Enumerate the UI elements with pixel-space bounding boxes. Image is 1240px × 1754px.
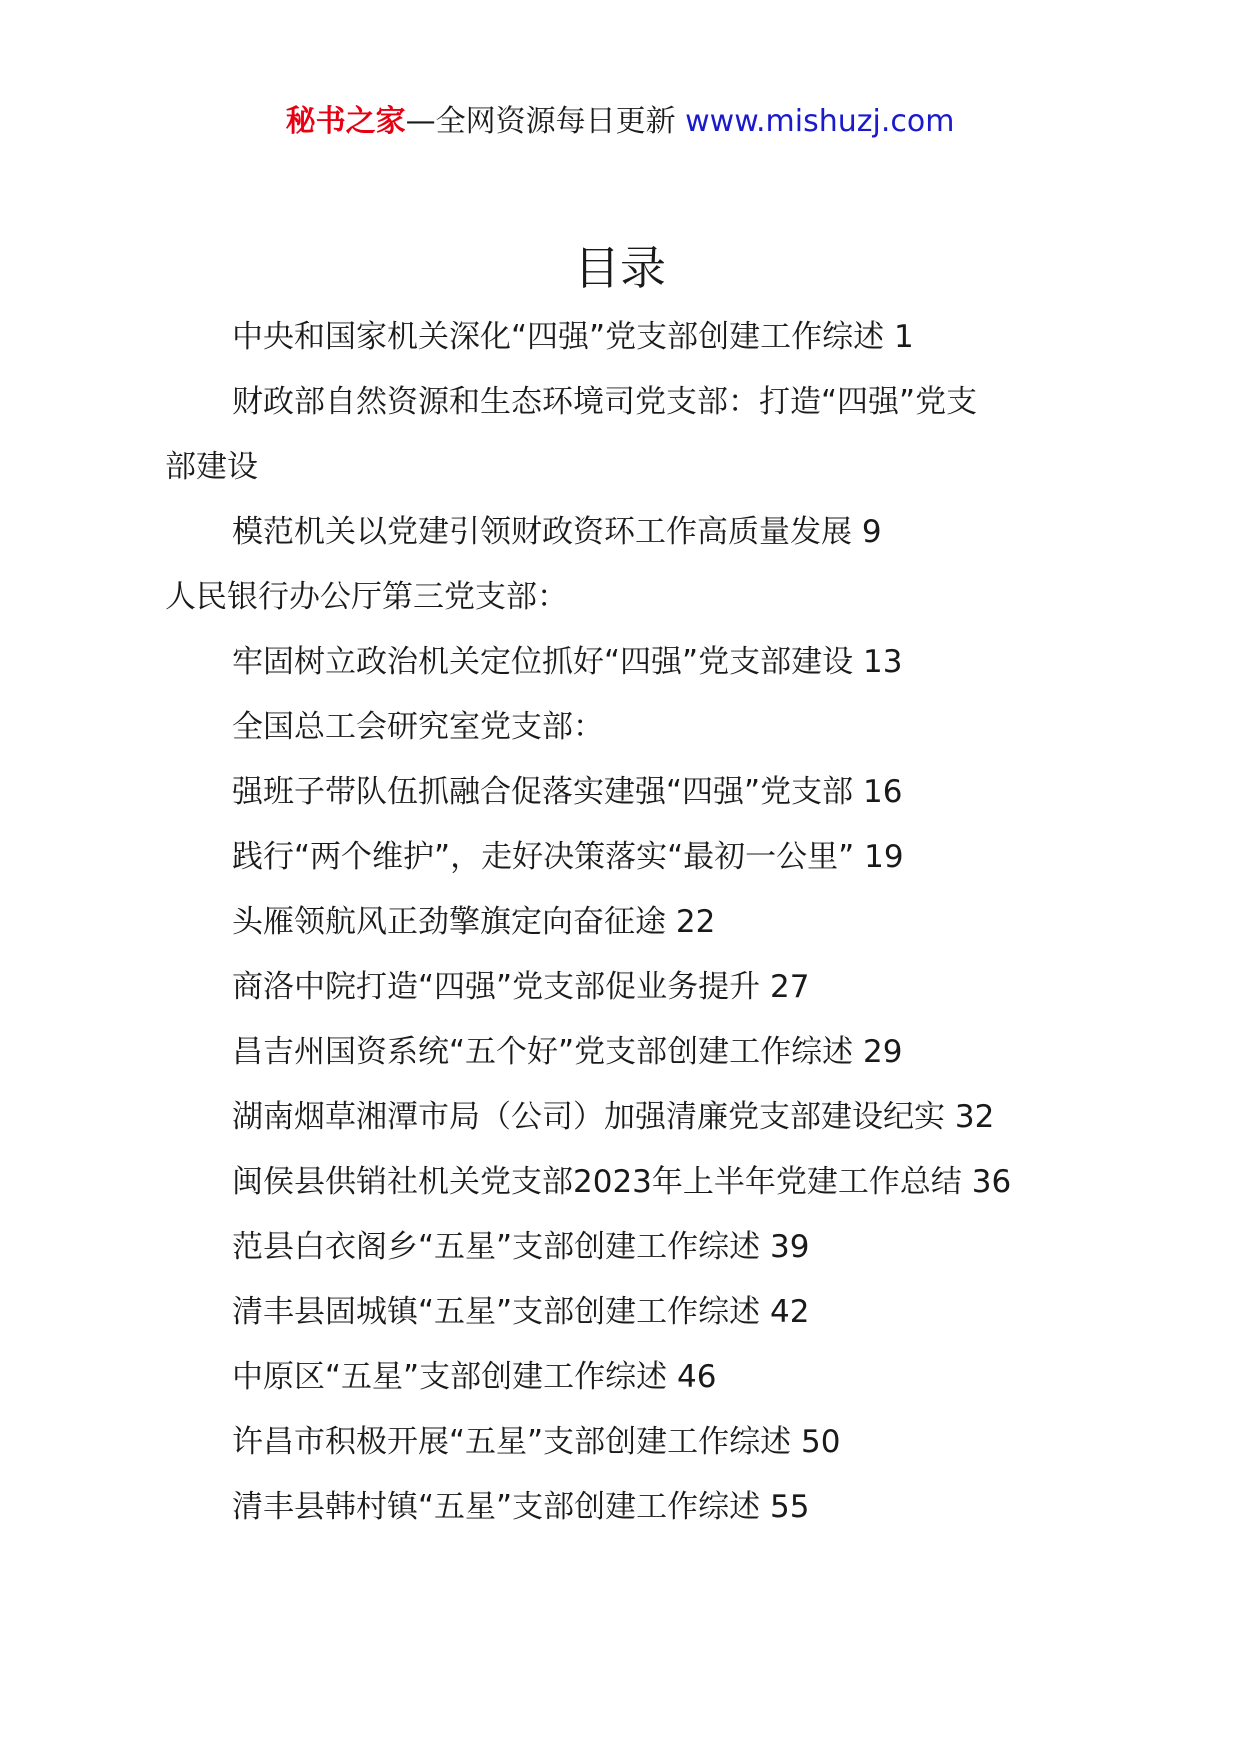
toc-entry-text: 部建设: [165, 449, 258, 485]
toc-entry-text: 闽侯县供销社机关党支部2023年上半年党建工作总结: [232, 1164, 962, 1200]
toc-entry-text: 湖南烟草湘潭市局（公司）加强清廉党支部建设纪实: [232, 1099, 945, 1135]
toc-entry[interactable]: [165, 500, 1095, 565]
toc-entry[interactable]: [165, 1345, 1095, 1410]
toc-entry[interactable]: [165, 370, 1095, 435]
toc-entry-text: 昌吉州国资系统“五个好”党支部创建工作综述: [232, 1034, 854, 1070]
toc-entry-text: 模范机关以党建引领财政资环工作高质量发展: [232, 514, 852, 550]
toc-entry-page: 27: [769, 969, 810, 1005]
toc-entry[interactable]: [165, 825, 1095, 890]
toc-entry-text: 中原区“五星”支部创建工作综述: [232, 1359, 668, 1395]
header-slogan: —全网资源每日更新: [405, 104, 676, 139]
toc-entry-text: 财政部自然资源和生态环境司党支部：打造“四强”党支: [232, 384, 978, 420]
toc-entry[interactable]: [165, 630, 1095, 695]
toc-entry-page: 36: [971, 1164, 1012, 1200]
toc-entry[interactable]: [165, 565, 1095, 630]
toc-entry[interactable]: [165, 695, 1095, 760]
page-title: 目录: [574, 241, 666, 295]
toc-entry[interactable]: [165, 305, 1095, 370]
site-url-link[interactable]: www.mishuzj.com: [685, 104, 955, 139]
toc-entry[interactable]: [165, 1150, 1095, 1215]
toc-entry-page: 39: [769, 1229, 810, 1265]
toc-entry[interactable]: [165, 1280, 1095, 1345]
toc-entry-page: 29: [862, 1034, 903, 1070]
toc-entry[interactable]: [165, 955, 1095, 1020]
toc-entry-page: 16: [862, 774, 903, 810]
toc-entry[interactable]: [165, 435, 1095, 500]
toc-entry-text: 商洛中院打造“四强”党支部促业务提升: [232, 969, 761, 1005]
toc-entry[interactable]: [165, 760, 1095, 825]
toc-entry-page: 42: [769, 1294, 810, 1330]
toc-entry-text: 头雁领航风正劲擎旗定向奋征途: [232, 904, 666, 940]
toc-entry-text: 强班子带队伍抓融合促落实建强“四强”党支部: [232, 774, 854, 810]
toc-entry-page: 13: [862, 644, 903, 680]
toc-entry[interactable]: [165, 1020, 1095, 1085]
toc-entry-page: 1: [893, 319, 914, 355]
toc-entry-text: 践行“两个维护”，走好决策落实“最初一公里”: [232, 839, 855, 875]
toc-entry-text: 许昌市积极开展“五星”支部创建工作综述: [232, 1424, 792, 1460]
toc-entry-text: 范县白衣阁乡“五星”支部创建工作综述: [232, 1229, 761, 1265]
toc-entry-page: 50: [800, 1424, 841, 1460]
toc-entry-text: 中央和国家机关深化“四强”党支部创建工作综述: [232, 319, 885, 355]
toc-entry-text: 人民银行办公厅第三党支部：: [165, 579, 568, 615]
toc-entry[interactable]: [165, 890, 1095, 955]
toc-entry-text: 牢固树立政治机关定位抓好“四强”党支部建设: [232, 644, 854, 680]
toc-entry-text: 清丰县韩村镇“五星”支部创建工作综述: [232, 1489, 761, 1525]
site-header: [0, 100, 1240, 144]
toc-entry-text: 清丰县固城镇“五星”支部创建工作综述: [232, 1294, 761, 1330]
toc-entry[interactable]: [165, 1410, 1095, 1475]
toc-entry-page: 19: [864, 839, 904, 875]
toc-entry-text: 全国总工会研究室党支部：: [232, 709, 604, 745]
toc-entry[interactable]: [165, 1215, 1095, 1280]
toc-entry-page: 9: [861, 514, 882, 550]
toc-entry-page: 46: [676, 1359, 717, 1395]
toc-entry-page: 32: [954, 1099, 995, 1135]
table-of-contents: [165, 305, 1095, 1540]
toc-entry-page: 55: [769, 1489, 810, 1525]
brand-name: 秘书之家: [285, 104, 406, 139]
toc-entry-page: 22: [675, 904, 716, 940]
toc-entry[interactable]: [165, 1085, 1095, 1150]
toc-entry[interactable]: [165, 1475, 1095, 1540]
